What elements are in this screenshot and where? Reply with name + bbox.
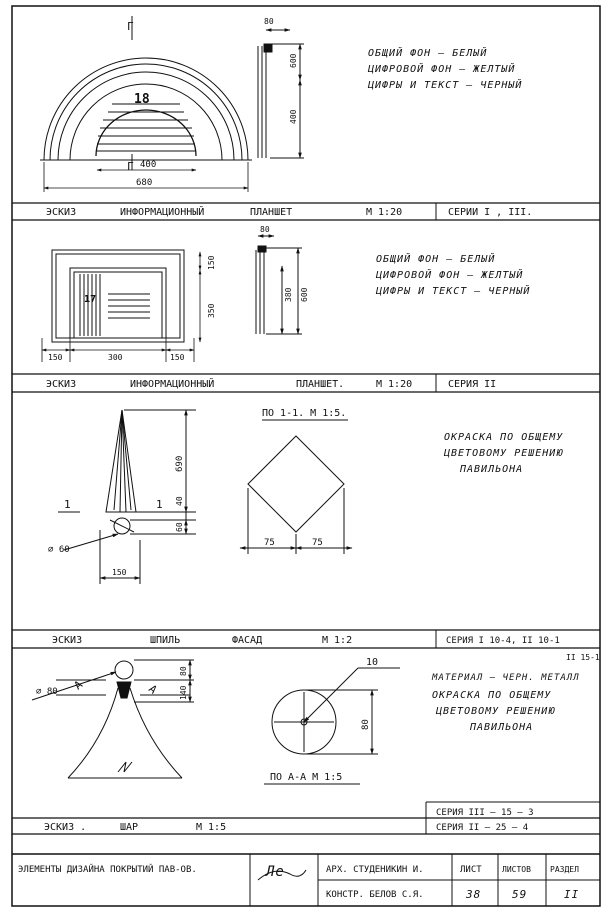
note-line-3: ЦИФРЫ И ТЕКСТ – ЧЕРНЫЙ — [368, 80, 523, 91]
dim-height-a: 80 — [179, 666, 188, 676]
dim-circle: 80 — [361, 719, 371, 730]
panel-2-info-board-rect — [12, 225, 600, 392]
section-mark-bottom: Г — [127, 160, 134, 173]
diamond-section-drawing — [240, 420, 352, 554]
dim-diameter: ⌀ 60 — [48, 545, 70, 555]
section-mark-left: А — [71, 678, 86, 693]
caption-scale: М 1:20 — [376, 379, 413, 390]
caption-scale: М 1:2 — [322, 635, 353, 646]
note-line-1: ОБЩИЙ ФОН – БЕЛЫЙ — [376, 254, 496, 265]
caption-subject: ПЛАНШЕТ. — [296, 379, 345, 390]
dim-mid: 40 — [175, 496, 184, 506]
sheet-label: ЛИСТ — [460, 865, 482, 875]
section-mark-right: А — [146, 682, 160, 697]
caption-series: СЕРИЯ II — [448, 379, 497, 390]
dim-right-main: 350 — [207, 303, 216, 318]
caption-label: ЭСКИЗ — [46, 379, 77, 390]
section-title: ПО А-А М 1:5 — [270, 772, 343, 783]
side-view-drawing — [258, 30, 304, 158]
caption-label: ЭСКИЗ — [52, 635, 83, 646]
dim-side-main: 400 — [289, 109, 298, 124]
section-mark-top: Г — [127, 20, 134, 33]
dim-width-1: 150 — [48, 353, 63, 362]
note-line-2: ЦИФРОВОЙ ФОН – ЖЕЛТЫЙ — [376, 270, 524, 281]
doc-title: ЭЛЕМЕНТЫ ДИЗАЙНА ПОКРЫТИЙ ПАВ-ОВ. — [18, 865, 197, 875]
note-line-2: ЦВЕТОВОМУ РЕШЕНИЮ — [444, 448, 564, 459]
dim-side-top: 600 — [289, 53, 298, 68]
note-line-2: ЦИФРОВОЙ ФОН – ЖЕЛТЫЙ — [368, 64, 516, 75]
caption-scale: М 1:20 — [366, 207, 403, 218]
dim-side-b: 600 — [300, 287, 309, 302]
caption-title: ИНФОРМАЦИОННЫЙ — [120, 207, 205, 218]
ball-section-drawing — [272, 668, 400, 754]
side-view-drawing — [256, 236, 302, 334]
note-line-1: ОБЩИЙ ФОН – БЕЛЫЙ — [368, 48, 488, 59]
dim-hole: 10 — [366, 657, 379, 668]
caption-title: ИНФОРМАЦИОННЫЙ — [130, 379, 215, 390]
dim-base-width: 150 — [112, 568, 127, 577]
section-mark-right: 1 — [156, 498, 163, 511]
series-line-1: СЕРИЯ III – 15 – 3 — [436, 808, 534, 818]
ball-drawing — [32, 660, 194, 778]
digit-label: 17 — [84, 294, 97, 305]
caption-subject: ФАСАД — [232, 635, 263, 646]
section-mark-left: 1 — [64, 498, 71, 511]
sheets-total: 59 — [512, 888, 528, 901]
section-label: РАЗДЕЛ — [550, 865, 579, 874]
dim-outer-width: 680 — [136, 178, 153, 188]
dim-half-left: 75 — [264, 538, 275, 548]
section-number: II — [564, 888, 580, 901]
caption-title: ШАР — [120, 822, 139, 833]
sheets-label: ЛИСТОВ — [502, 865, 531, 874]
rect-board-drawing — [52, 250, 184, 342]
digit-label: 18 — [134, 92, 150, 107]
sheet-number: 38 — [466, 888, 482, 901]
note-line-3: ЦИФРЫ И ТЕКСТ – ЧЕРНЫЙ — [376, 286, 531, 297]
dim-diameter: ⌀ 80 — [36, 687, 58, 697]
panel-4-ball — [12, 653, 600, 834]
dim-side-small: 80 — [260, 225, 270, 234]
caption-subject: ПЛАНШЕТ — [250, 207, 293, 218]
dim-right-top: 150 — [207, 255, 216, 270]
caption-label: ЭСКИЗ — [46, 207, 77, 218]
dim-side-small: 80 — [264, 17, 274, 26]
title-block — [12, 854, 600, 906]
note-line-3: ЦВЕТОВОМУ РЕШЕНИЮ — [436, 706, 556, 717]
note-line-4: ПАВИЛЬОНА — [470, 722, 534, 733]
architect-name: АРХ. СТУДЕНИКИН И. — [326, 865, 424, 875]
dim-inner-width: 400 — [140, 160, 157, 170]
dim-side-a: 380 — [284, 287, 293, 302]
caption-label: ЭСКИЗ . — [44, 822, 87, 833]
panel-3-spire — [12, 408, 600, 648]
dim-total-height: 690 — [175, 455, 185, 472]
dim-width-3: 150 — [170, 353, 185, 362]
series-extra: II 15-1 — [566, 653, 600, 662]
signature: Ле — [266, 864, 285, 880]
section-title: ПО 1-1. М 1:5. — [262, 408, 347, 419]
caption-series: СЕРИЯ II – 25 – 4 — [436, 823, 529, 833]
caption-series: СЕРИЯ I 10-4, II 10-1 — [446, 636, 560, 646]
note-line-1: МАТЕРИАЛ – ЧЕРН. МЕТАЛЛ — [432, 673, 580, 683]
panel-1-info-board-arch — [12, 16, 600, 220]
dim-width-2: 300 — [108, 353, 123, 362]
dim-low: 60 — [175, 522, 184, 532]
engineer-name: КОНСТР. БЕЛОВ С.Я. — [326, 890, 424, 900]
caption-series: СЕРИИ I , III. — [448, 207, 533, 218]
dim-half-right: 75 — [312, 538, 323, 548]
dim-height-b: 140 — [179, 685, 188, 700]
note-line-2: ОКРАСКА ПО ОБЩЕМУ — [432, 690, 552, 701]
note-line-3: ПАВИЛЬОНА — [460, 464, 524, 475]
note-line-1: ОКРАСКА ПО ОБЩЕМУ — [444, 432, 564, 443]
caption-title: ШПИЛЬ — [150, 635, 181, 646]
caption-scale: М 1:5 — [196, 822, 227, 833]
